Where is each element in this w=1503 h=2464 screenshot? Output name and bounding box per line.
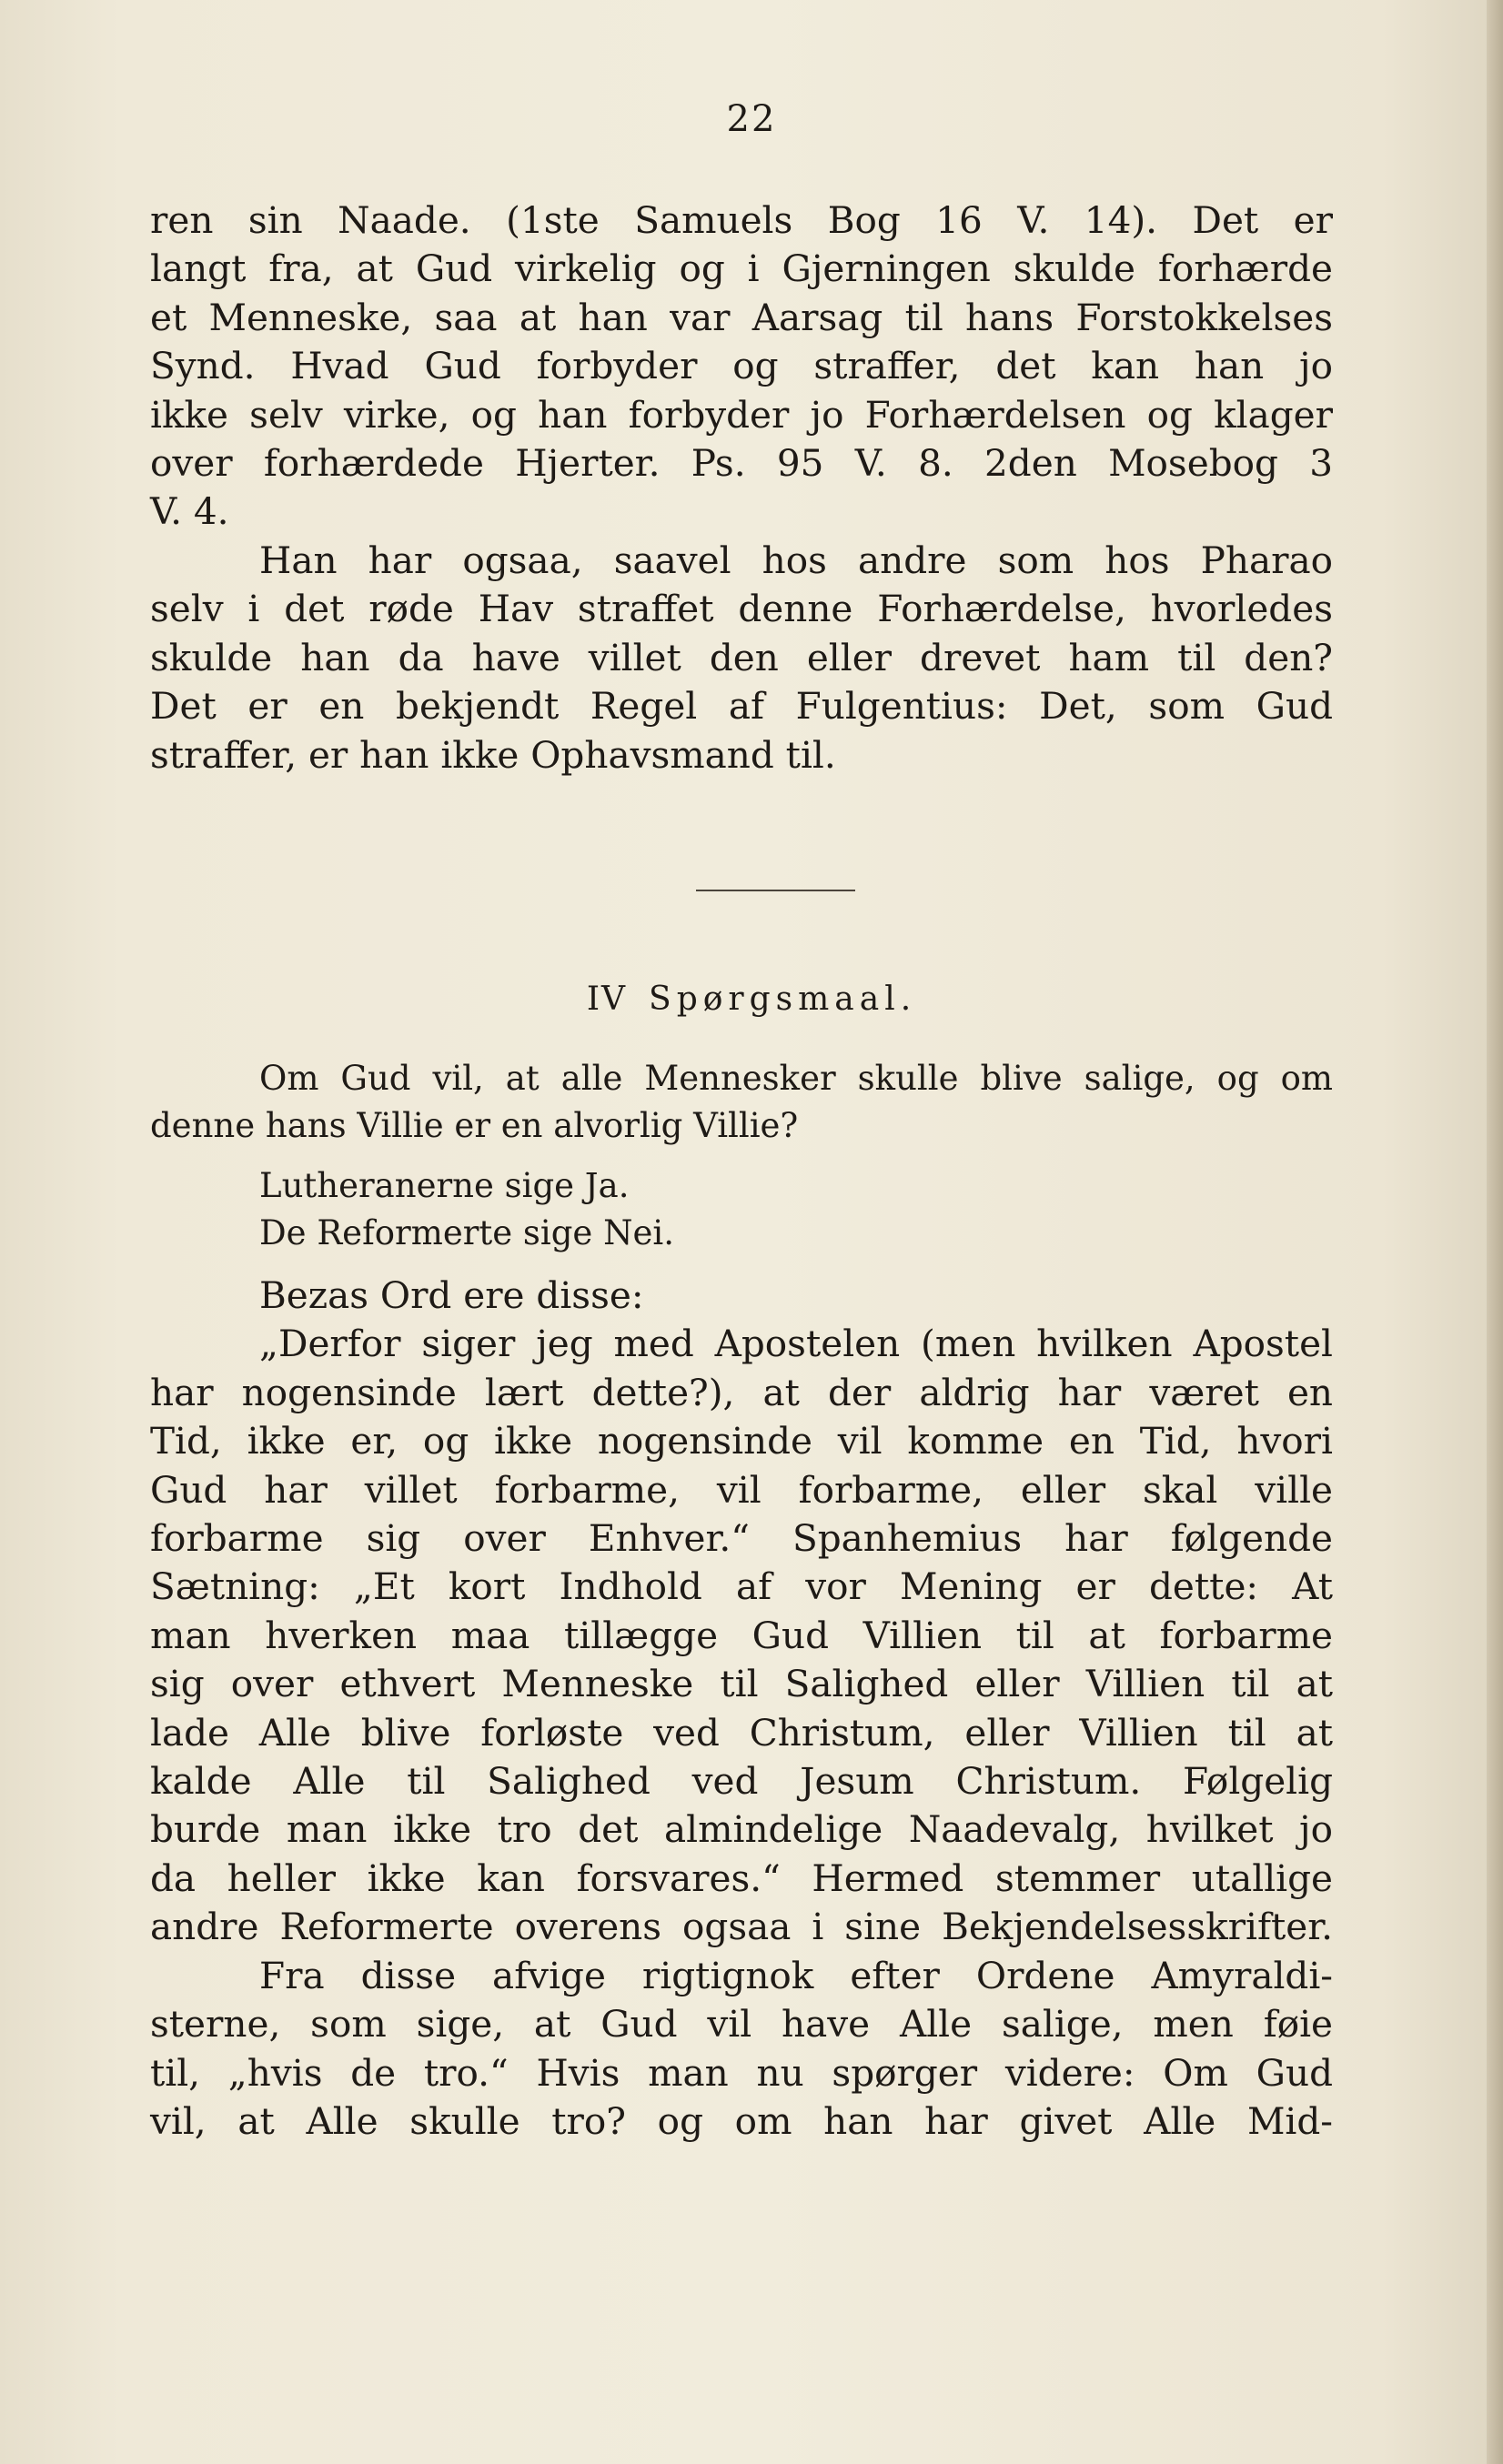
text-line: Synd. Hvad Gud forbyder og straffer, det kan han jo (150, 344, 1333, 388)
paragraph-4 (150, 1952, 1333, 2147)
text-line: andre Reformerte overens ogsaa i sine Bekjendelsesskrifter. (150, 1905, 1333, 1949)
text-line: Gud har villet forbarme, vil forbarme, eller skal ville (150, 1467, 1333, 1512)
page-edge (1487, 0, 1503, 2464)
text-line: vil, at Alle skulle tro? og om han har givet Alle Mid- (150, 2099, 1333, 2144)
text-line: forbarme sig over Enhver.“ Spanhemius har følgende (150, 1515, 1333, 1560)
section-number: IV (586, 981, 628, 1018)
text-line: sig over ethvert Menneske til Salighed eller Villien til at (150, 1662, 1333, 1706)
answers (259, 1162, 674, 1257)
section-heading (0, 981, 1503, 1018)
text-line: lade Alle blive forløste ved Christum, eller Villien til at (150, 1710, 1333, 1755)
text-line: da heller ikke kan forsvares.“ Hermed stemmer utallige (150, 1856, 1333, 1900)
text-line: burde man ikke tro det almindelige Naadevalg, hvilket jo (150, 1807, 1333, 1852)
text-line: Han har ogsaa, saavel hos andre som hos Pharao (259, 538, 1333, 582)
text-line: skulde han da have villet den eller drevet ham til den? (150, 635, 1333, 679)
text-line: over forhærdede Hjerter. Ps. 95 V. 8. 2den Mosebog 3 (150, 440, 1333, 485)
answer-reformed: De Reformerte sige Nei. (259, 1213, 674, 1252)
text-line: sterne, som sige, at Gud vil have Alle salige, men føie (150, 2002, 1333, 2047)
text-line: „Derfor siger jeg med Apostelen (men hvilken Apostel (259, 1322, 1333, 1366)
text-line: selv i det røde Hav straffet denne Forhærdelse, hvorledes (150, 587, 1333, 631)
text-line: kalde Alle til Salighed ved Jesum Christum. Følgelig (150, 1758, 1333, 1803)
section-divider (696, 890, 855, 891)
text-line: Det er en bekjendt Regel af Fulgentius: Det, som Gud (150, 684, 1333, 729)
page-number: 22 (726, 98, 777, 140)
paragraph-2 (150, 537, 1333, 779)
text-line: ikke selv virke, og han forbyder jo Forhærdelsen og klager (150, 392, 1333, 437)
text-line: har nogensinde lært dette?), at der aldrig har været en (150, 1370, 1333, 1414)
question (150, 1055, 1333, 1150)
text-line: Sætning: „Et kort Indhold af vor Mening er dette: At (150, 1564, 1333, 1609)
text-line: Tid, ikke er, og ikke nogensinde vil komme en Tid, hvori (150, 1419, 1333, 1463)
section-title: Spørgsmaal. (649, 981, 917, 1018)
paragraph-1 (150, 196, 1333, 537)
text-line: V. 4. (150, 489, 229, 534)
text-line: Fra disse afvige rigtignok efter Ordene Amyraldi- (259, 1954, 1333, 1997)
text-line: denne hans Villie er en alvorlig Villie? (150, 1106, 799, 1145)
text-line: langt fra, at Gud virkelig og i Gjerningen skulde forhærde (150, 246, 1333, 291)
paragraph-3 (150, 1272, 1333, 1951)
text-line: Om Gud vil, at alle Mennesker skulle blive salige, og om (259, 1059, 1333, 1098)
text-line: til, „hvis de tro.“ Hvis man nu spørger videre: Om Gud (150, 2050, 1333, 2095)
text-line: ren sin Naade. (1ste Samuels Bog 16 V. 14). Det er (150, 198, 1333, 242)
text-line: man hverken maa tillægge Gud Villien til at forbarme (150, 1613, 1333, 1657)
text-line: et Menneske, saa at han var Aarsag til hans Forstokkelses (150, 295, 1333, 339)
text-line: straffer, er han ikke Ophavsmand til. (150, 732, 836, 777)
answer-lutheran: Lutheranerne sige Ja. (259, 1166, 630, 1205)
text-line: Bezas Ord ere disse: (259, 1273, 644, 1317)
